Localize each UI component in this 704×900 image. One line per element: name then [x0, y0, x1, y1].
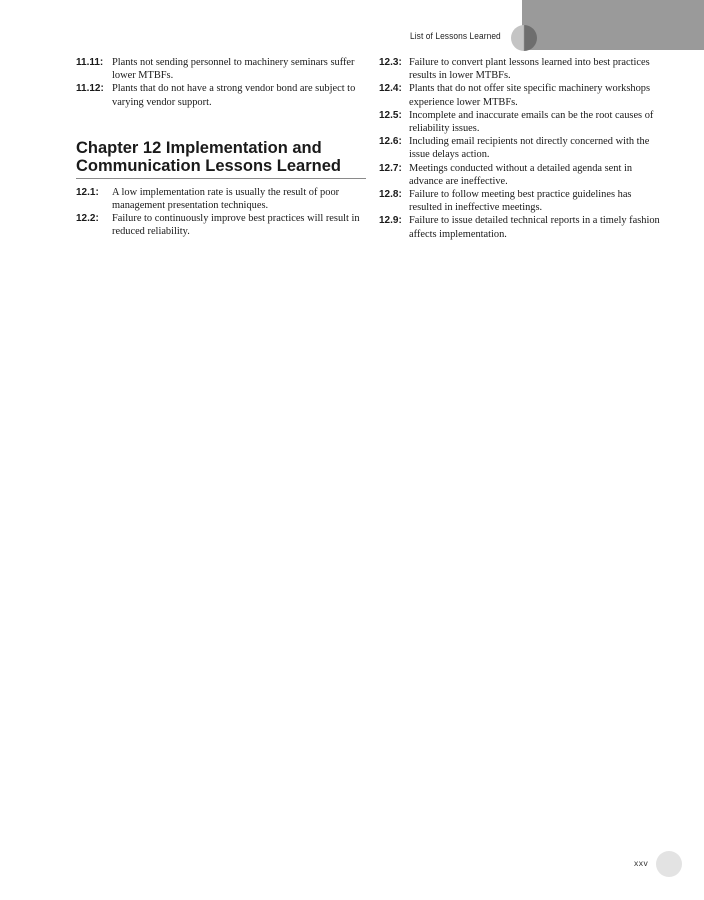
lesson-text: Including email recipients not directly concerned with the issue delays action. [409, 136, 650, 161]
left-column [76, 56, 366, 239]
lesson-text: Failure to continuously improve best practices will result in reduced reliability. [112, 213, 360, 238]
lesson-entry [379, 214, 665, 240]
lesson-entry [379, 135, 665, 161]
lesson-entry [379, 82, 665, 108]
chapter-heading: Chapter 12 Implementation and Communication Lessons Learned [76, 139, 366, 179]
lesson-number: 11.11: [76, 57, 104, 68]
lesson-text: Failure to follow meeting best practice guidelines has resulted in ineffective meetings. [409, 189, 632, 214]
lesson-number: 12.3: [379, 57, 402, 68]
lesson-entry [76, 212, 366, 238]
lesson-entry [379, 56, 665, 82]
lesson-text: Failure to issue detailed technical reports in a timely fashion affects implementation. [409, 215, 660, 240]
lesson-number: 12.2: [76, 213, 99, 225]
lesson-number: 12.9: [379, 215, 402, 227]
page-number: xxv [634, 858, 649, 868]
lesson-text: Plants that do not have a strong vendor bond are subject to varying vendor support. [112, 83, 356, 108]
lesson-entry [379, 162, 665, 188]
lesson-entry [76, 82, 366, 108]
lesson-text: Plants not sending personnel to machinery seminars suffer lower MTBFs. [112, 57, 355, 82]
lesson-entry [379, 188, 665, 214]
lesson-list-bottom [76, 186, 366, 239]
lesson-number: 12.7: [379, 162, 402, 174]
lesson-text: A low implementation rate is usually the result of poor management presentation techniques. [112, 186, 340, 212]
lesson-number: 12.5: [379, 109, 402, 121]
lesson-entry [76, 56, 366, 82]
lesson-number: 12.4: [379, 83, 402, 95]
lesson-number: 11.12: [76, 83, 104, 95]
lesson-number: 12.1: [76, 186, 99, 198]
lesson-list-top [76, 56, 366, 109]
page-thumb-tab [656, 851, 682, 877]
lesson-number: 12.6: [379, 136, 402, 148]
right-column [379, 56, 665, 241]
lesson-text: Failure to convert plant lessons learned into best practices results in lower MTBFs. [409, 57, 650, 82]
lesson-entry [76, 186, 366, 212]
header-bar [522, 0, 704, 50]
lesson-entry [379, 109, 665, 135]
running-header: List of Lessons Learned [410, 31, 501, 42]
lesson-text: Plants that do not offer site specific machinery workshops experience lower MTBFs. [409, 83, 651, 108]
lesson-text: Incomplete and inaccurate emails can be the root causes of reliability issues. [409, 109, 654, 135]
header-thumb-tab [511, 25, 537, 51]
lesson-text: Meetings conducted without a detailed agenda sent in advance are ineffective. [409, 162, 633, 187]
lesson-number: 12.8: [379, 189, 402, 201]
